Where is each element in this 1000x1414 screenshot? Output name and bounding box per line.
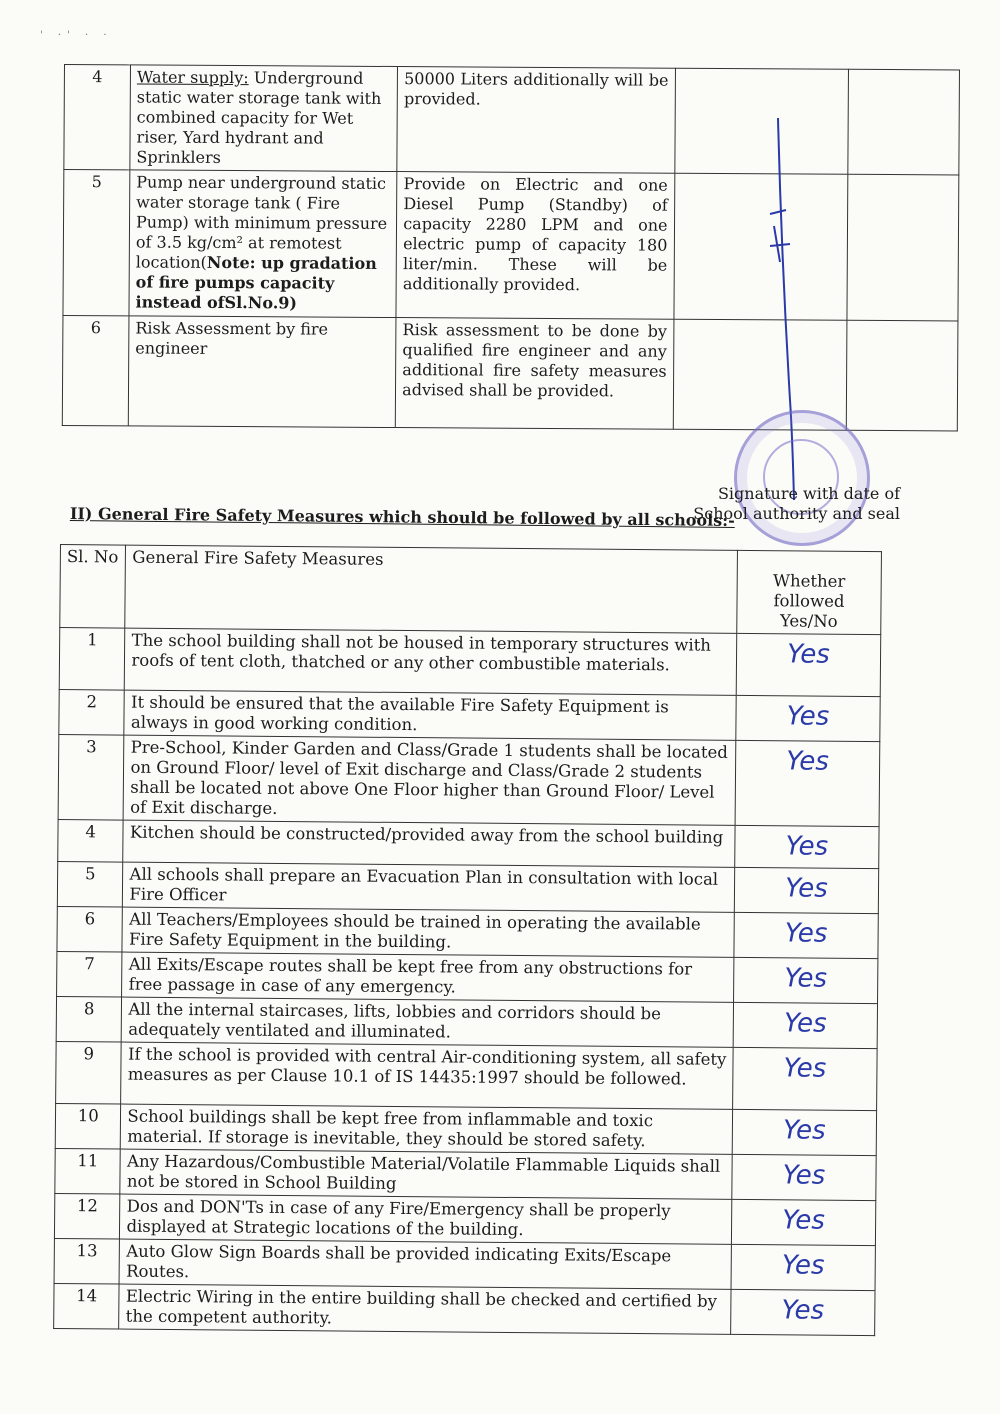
row-text: All the internal staircases, lifts, lobbies and corridors should be adequately ventilated and illuminated. — [122, 997, 734, 1047]
handwritten-answer: Yes — [785, 873, 828, 904]
row-text: All Exits/Escape routes shall be kept free from any obstructions for free passage in case of any emergency. — [122, 952, 734, 1002]
row-text: All Teachers/Employees should be trained in operating the available Fire Safety Equipment in the building. — [122, 907, 734, 957]
header-sl: Sl. No — [60, 545, 126, 629]
row-sl: 3 — [58, 734, 124, 820]
row-text: Pre-School, Kinder Garden and Class/Grade 1 students shall be located on Ground Floor/ level of Exit discharge and Class/Grade 2 students shall be located not above One Floor higher than Ground Floor/ Level of Exit discharge. — [124, 735, 736, 825]
row-answer-cell — [733, 1047, 878, 1110]
table-row — [54, 1238, 875, 1290]
row-sl: 2 — [59, 689, 125, 735]
row-text: Auto Glow Sign Boards shall be provided indicating Exits/Escape Routes. — [120, 1239, 732, 1289]
measure-cell: Risk Assessment by fire engineer — [128, 316, 396, 428]
row-text: Dos and DON'Ts in case of any Fire/Emergency shall be properly displayed at Strategic locations of the building. — [120, 1194, 732, 1244]
sl-cell: 5 — [63, 170, 130, 316]
row-answer-cell — [734, 912, 878, 958]
handwritten-answer: Yes — [781, 1250, 825, 1281]
row-answer-cell — [736, 633, 881, 696]
row-sl: 4 — [58, 819, 124, 862]
school-seal — [734, 410, 870, 546]
table-row — [58, 819, 879, 868]
row-answer-cell — [731, 1289, 875, 1335]
signature-line-2: School authority and seal — [693, 504, 900, 523]
table-header-row — [60, 545, 882, 635]
table-row — [55, 1103, 876, 1155]
handwritten-answer: Yes — [781, 1295, 825, 1326]
row-text: It should be ensured that the available Fire Safety Equipment is always in good working condition. — [124, 690, 736, 740]
handwritten-answer: Yes — [782, 1115, 826, 1146]
row-sl: 7 — [57, 951, 123, 997]
row-text: If the school is provided with central Air-conditioning system, all safety measures as per Clause 10.1 of IS 14435:1997 should be followed. — [121, 1042, 733, 1109]
row-sl: 6 — [57, 906, 123, 952]
row-sl: 5 — [57, 861, 123, 907]
row-answer-cell — [735, 825, 879, 868]
measure-text: Pump near underground static water storage tank ( Fire Pump) with minimum pressure of 3.5 kg/cm² at remotest location( — [135, 172, 388, 272]
row-sl: 10 — [55, 1103, 121, 1149]
table-row — [59, 689, 880, 741]
handwritten-answer: Yes — [784, 918, 828, 949]
header-measures: General Fire Safety Measures — [125, 545, 737, 633]
handwritten-answer: Yes — [785, 831, 829, 862]
row-text: Any Hazardous/Combustible Material/Volatile Flammable Liquids shall not be stored in School Building — [120, 1149, 732, 1199]
handwritten-answer: Yes — [783, 1053, 827, 1084]
handwritten-answer: Yes — [784, 963, 828, 994]
measure-text: Underground static water storage tank with combined capacity for Wet riser, Yard hydrant and Sprinklers — [136, 68, 382, 167]
row-answer-cell — [736, 695, 880, 741]
row-text: Electric Wiring in the entire building shall be checked and certified by the competent authority. — [119, 1284, 731, 1334]
table-row — [58, 734, 880, 826]
row-answer-cell — [732, 1154, 876, 1200]
row-text: The school building shall not be housed in temporary structures with roofs of tent cloth, thatched or any other combustible materials. — [125, 628, 737, 695]
measure-underlined: Water supply: — [136, 67, 249, 88]
row-answer-cell — [735, 740, 880, 826]
signature-line-1: Signature with date of — [717, 484, 900, 503]
table-row — [57, 951, 878, 1003]
handwritten-answer: Yes — [783, 1008, 827, 1039]
general-fire-safety-table — [53, 544, 882, 1336]
scan-specks: ' ·' · · — [40, 30, 113, 41]
row-answer-cell — [732, 1109, 876, 1155]
provision-cell: Provide on Electric and one Diesel Pump (Standby) of capacity 2280 LPM and one electric pump of capacity 180 liter/min. These will be additionally provided. — [396, 172, 674, 320]
table-row — [57, 906, 878, 958]
row-answer-cell — [731, 1199, 875, 1245]
row-sl: 8 — [56, 996, 122, 1042]
sl-cell: 6 — [62, 315, 129, 425]
table-row — [56, 1041, 878, 1110]
provision-cell: Risk assessment to be done by qualified fire engineer and any additional fire safety measures advised shall be provided. — [395, 318, 673, 430]
provision-cell: 50000 Liters additionally will be provided. — [397, 67, 675, 174]
row-answer-cell — [734, 867, 878, 913]
handwritten-answer: Yes — [787, 639, 830, 670]
measure-note: Note: up gradation of fire pumps capacity instead ofSl.No.9) — [135, 252, 377, 313]
row-sl: 13 — [54, 1238, 120, 1284]
row-text: All schools shall prepare an Evacuation Plan in consultation with local Fire Officer — [123, 862, 735, 912]
row-answer-cell — [733, 957, 877, 1003]
row-text: Kitchen should be constructed/provided away from the school building — [123, 820, 735, 867]
handwritten-answer: Yes — [786, 701, 830, 732]
row-sl: 1 — [59, 628, 125, 691]
handwritten-answer: Yes — [782, 1205, 826, 1236]
section-heading: II) General Fire Safety Measures which should be followed by all schools:- — [69, 504, 735, 530]
row-sl: 14 — [54, 1283, 120, 1329]
table-row — [59, 628, 881, 697]
handwritten-answer: Yes — [782, 1160, 826, 1191]
table-row — [54, 1283, 875, 1335]
row-sl: 9 — [56, 1041, 122, 1104]
header-followed: Whether followed Yes/No — [737, 550, 882, 634]
table-row — [54, 1193, 875, 1245]
sl-cell: 4 — [64, 65, 131, 170]
table-row — [57, 861, 878, 913]
row-answer-cell — [733, 1002, 877, 1048]
row-sl: 11 — [55, 1148, 121, 1194]
row-sl: 12 — [54, 1193, 120, 1239]
table-row — [55, 1148, 876, 1200]
row-answer-cell — [731, 1244, 875, 1290]
row-text: School buildings shall be kept free from inflammable and toxic material. If storage is inevitable, they should be stored safety. — [121, 1104, 733, 1154]
table-row — [56, 996, 877, 1048]
handwritten-answer: Yes — [786, 746, 830, 777]
